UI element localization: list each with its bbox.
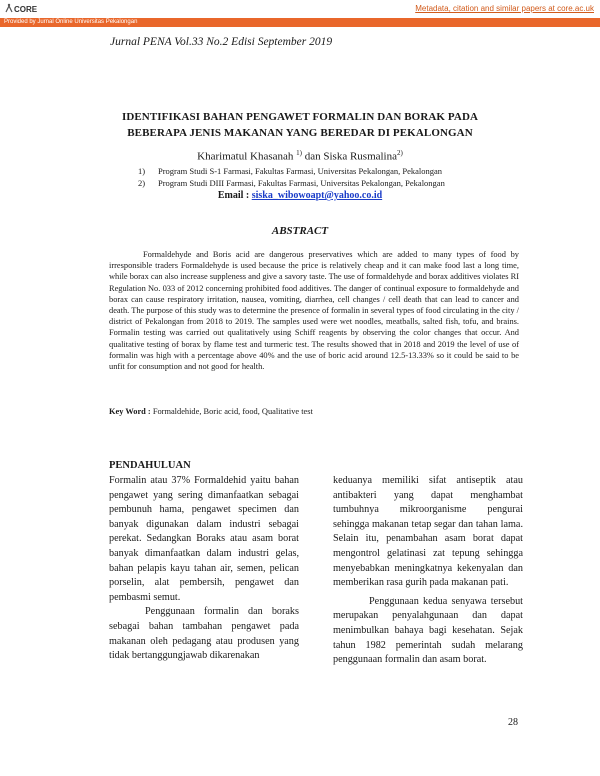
title-line-2: BEBERAPA JENIS MAKANAN YANG BEREDAR DI PEKALONGAN [127,127,473,139]
page-number: 28 [508,717,518,728]
core-logo-icon [4,2,14,14]
provided-by-text[interactable]: Provided by Jurnal Online Universitas Pekalongan [4,19,138,25]
left-paragraph-2-text: Penggunaan formalin dan boraks sebagai bahan tambahan pengawet pada makanan oleh pedagang atau produsen yang tidak bertanggungjawab dikarenakan [109,606,299,662]
core-header-bar [0,0,600,18]
title-line-1: IDENTIFIKASI BAHAN PENGAWET FORMALIN DAN BORAK PADA [121,111,479,123]
email-link[interactable]: siska_wibowoapt@yahoo.co.id [251,190,383,201]
abstract-heading: ABSTRACT [271,225,329,237]
authors [90,149,510,163]
right-paragraph-2-text: Penggunaan kedua senyawa tersebut merupakan penyalahgunaan dan dapat menimbulkan bahaya bagi kesehatan. Sejak tahun 1982 pemerintah sudah melarang penggunaan formalin dan asam borat. [333,595,523,666]
journal-line: Jurnal PENA Vol.33 No.2 Edisi September 2019 [110,36,333,48]
core-logo-text: CORE [14,5,38,14]
author-joiner: dan [301,150,324,163]
left-paragraph-1: Formalin atau 37% Formaldehid yaitu bahan pengawet yang sering dimanfaatkan sebagai pembunuh hama, pengawet specimen dan banyak digunakan dalam industri sebagai perekat. Sedangkan Boraks atau asam borat banyak dimanfaatkan dalam industri gelas, bahan pelapis kayu tahan air, semen, pelican porselin, alat pembersih, pengawet dan pembasmi semut. [109,475,299,603]
paper-title [70,109,530,141]
core-logo[interactable] [4,2,44,16]
affiliation-1 [138,166,442,176]
keyword-label: Key Word : [109,407,153,416]
affiliation-1-num: 1) [138,166,146,176]
right-paragraph-1: keduanya memiliki sifat antiseptik atau antibakteri yang dapat menghambat tumbuhnya mikroorganisme pengurai sehingga makanan tetap segar dan tahan lama. Selain itu, penambahan asam borat dapat mengontrol gelatinasi zat tepung sehingga menyebabkan meningkatnya kekenyalan dan memberikan rasa gurih pada makanan pati. [333,475,523,589]
affiliation-1-text: Program Studi S-1 Farmasi, Fakultas Farmasi, Universitas Pekalongan, Pekalongan [158,166,443,176]
provided-by-bar [0,18,600,27]
author-2-sup: 2) [397,149,403,157]
right-paragraph-2 [333,595,523,668]
affiliation-2-text: Program Studi DIII Farmasi, Fakultas Farmasi, Universitas Pekalongan, Pekalongan [158,178,445,188]
author-1: Kharimatul Khasanah [197,150,294,163]
email-line [90,190,510,201]
core-metadata-link[interactable]: Metadata, citation and similar papers at core.ac.uk [415,4,594,13]
author-1-sup: 1) [296,149,302,157]
email-label: Email : [217,190,252,201]
section-heading: PENDAHULUAN [109,460,191,471]
keyword-line [109,407,313,416]
right-column [333,474,523,668]
keyword-text: Formaldehide, Boric acid, food, Qualitative test [152,407,313,416]
abstract-body [109,249,519,372]
abstract-text: Formaldehyde and Boris acid are dangerous preservatives which are added to many types of food by irresponsible traders Formaldehyde is used because the price is relatively cheap and it can make food last a long time, while borax can also increase suppleness and give a savory taste. The use of formaldehyde and borax additives violates RI Regulation No. 033 of 2012 concerning prohibited food additives. The danger of continual exposure to formaldehyde and borax can cause respiratory irritation, nausea, vomiting, diarrhea, cell changes / cell death that can lead to cancer and death. The purpose of this study was to determine the presence of formalin in several types of food circulating in the city / district of Pekalongan from 2018 to 2019. The samples used were wet noodles, meatballs, salted fish, tofu, and brains. Formalin testing was carried out qualitatively using Schiff reagents by observing the color changes that occur. And qualitative testing of borax by flame test and turmeric test. The results showed that in 2018 and 2019 the level of use of formalin was high with a percentage above 40% and the use of boric acid around 12.5-13.33% so it could be said to be unfit for consumption and not good for health. [109,250,519,372]
left-column [109,474,299,664]
author-2: Siska Rusmalina [323,150,397,163]
left-paragraph-2 [109,605,299,663]
affiliation-2 [138,178,445,188]
affiliation-2-num: 2) [138,178,146,188]
